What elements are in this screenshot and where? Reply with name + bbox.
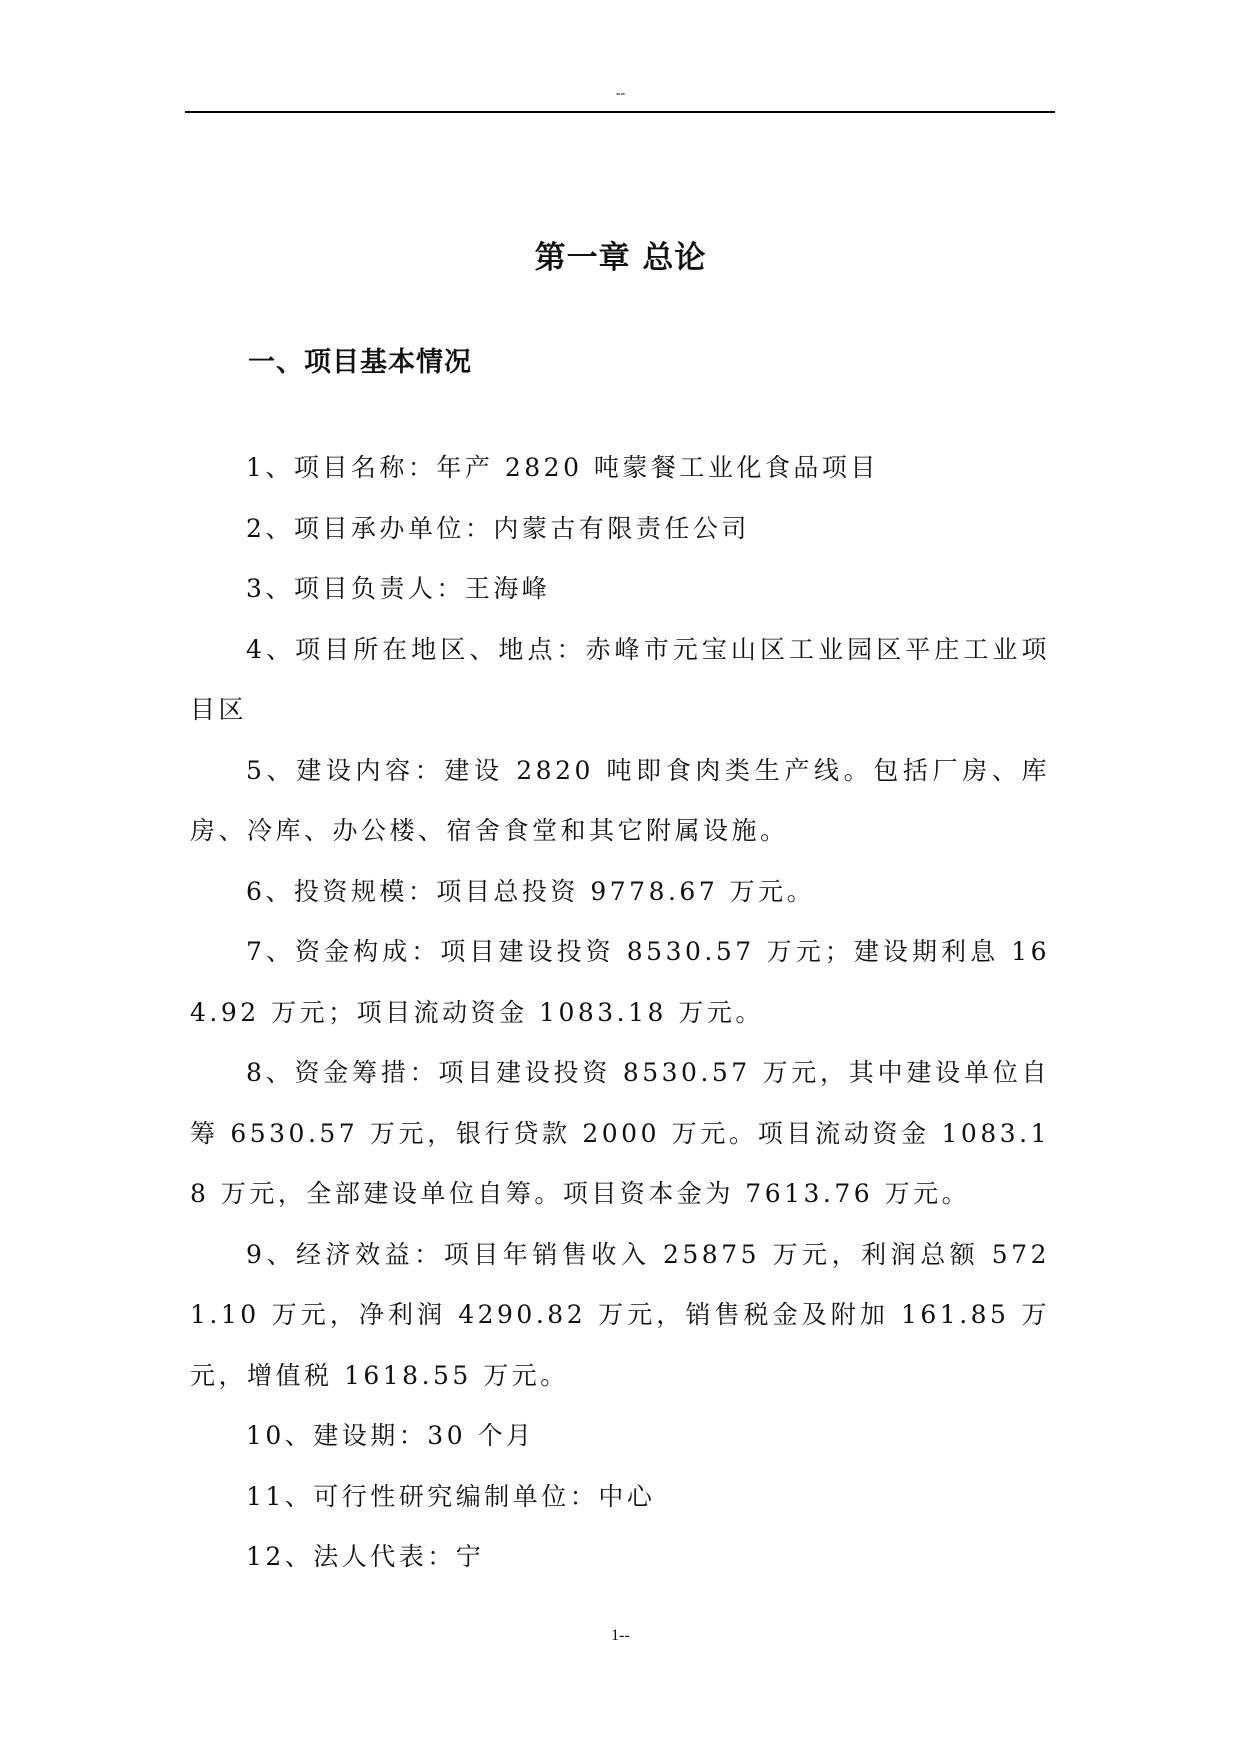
section-heading: 一、项目基本情况 [248,347,472,378]
item-economic-benefit: 9、经济效益：项目年销售收入 25875 万元，利润总额 5721.10 万元，净利润 4290.82 万元，销售税金及附加 161.85 万元，增值税 1618.55 万元。 [190,1239,1050,1390]
item-investment-scale: 6、投资规模：项目总投资 9778.67 万元。 [246,876,816,906]
item-feasibility-unit: 11、可行性研究编制单位：中心 [246,1481,656,1511]
item-construction-period: 10、建设期：30 个月 [246,1421,535,1450]
page-number: 1-- [611,1627,630,1644]
body-text [190,438,1050,1588]
item-construction-content: 5、建设内容：建设 2820 吨即食肉类生产线。包括厂房、库房、冷库、办公楼、宿舍食堂和其它附属设施。 [190,755,1050,845]
item-project-location: 4、项目所在地区、地点：赤峰市元宝山区工业园区平庄工业项目区 [190,634,1050,724]
item-legal-representative: 12、法人代表：宁 [246,1542,485,1571]
item-project-name: 1、项目名称：年产 2820 吨蒙餐工业化食品项目 [246,453,879,482]
item-capital-composition: 7、资金构成：项目建设投资 8530.57 万元；建设期利息 164.92 万元；项目流动资金 1083.18 万元。 [190,937,1050,1027]
header-mark: -- [615,86,626,101]
item-project-leader: 3、项目负责人：王海峰 [246,574,551,603]
header-rule [185,111,1055,113]
item-fund-raising: 8、资金筹措：项目建设投资 8530.57 万元，其中建设单位自筹 6530.57 万元，银行贷款 2000 万元。项目流动资金 1083.18 万元，全部建设单位自筹。项目资本金为 7613.76 万元。 [190,1058,1050,1208]
item-undertaking-unit: 2、项目承办单位：内蒙古有限责任公司 [246,513,750,543]
chapter-title: 第一章 总论 [534,240,707,276]
